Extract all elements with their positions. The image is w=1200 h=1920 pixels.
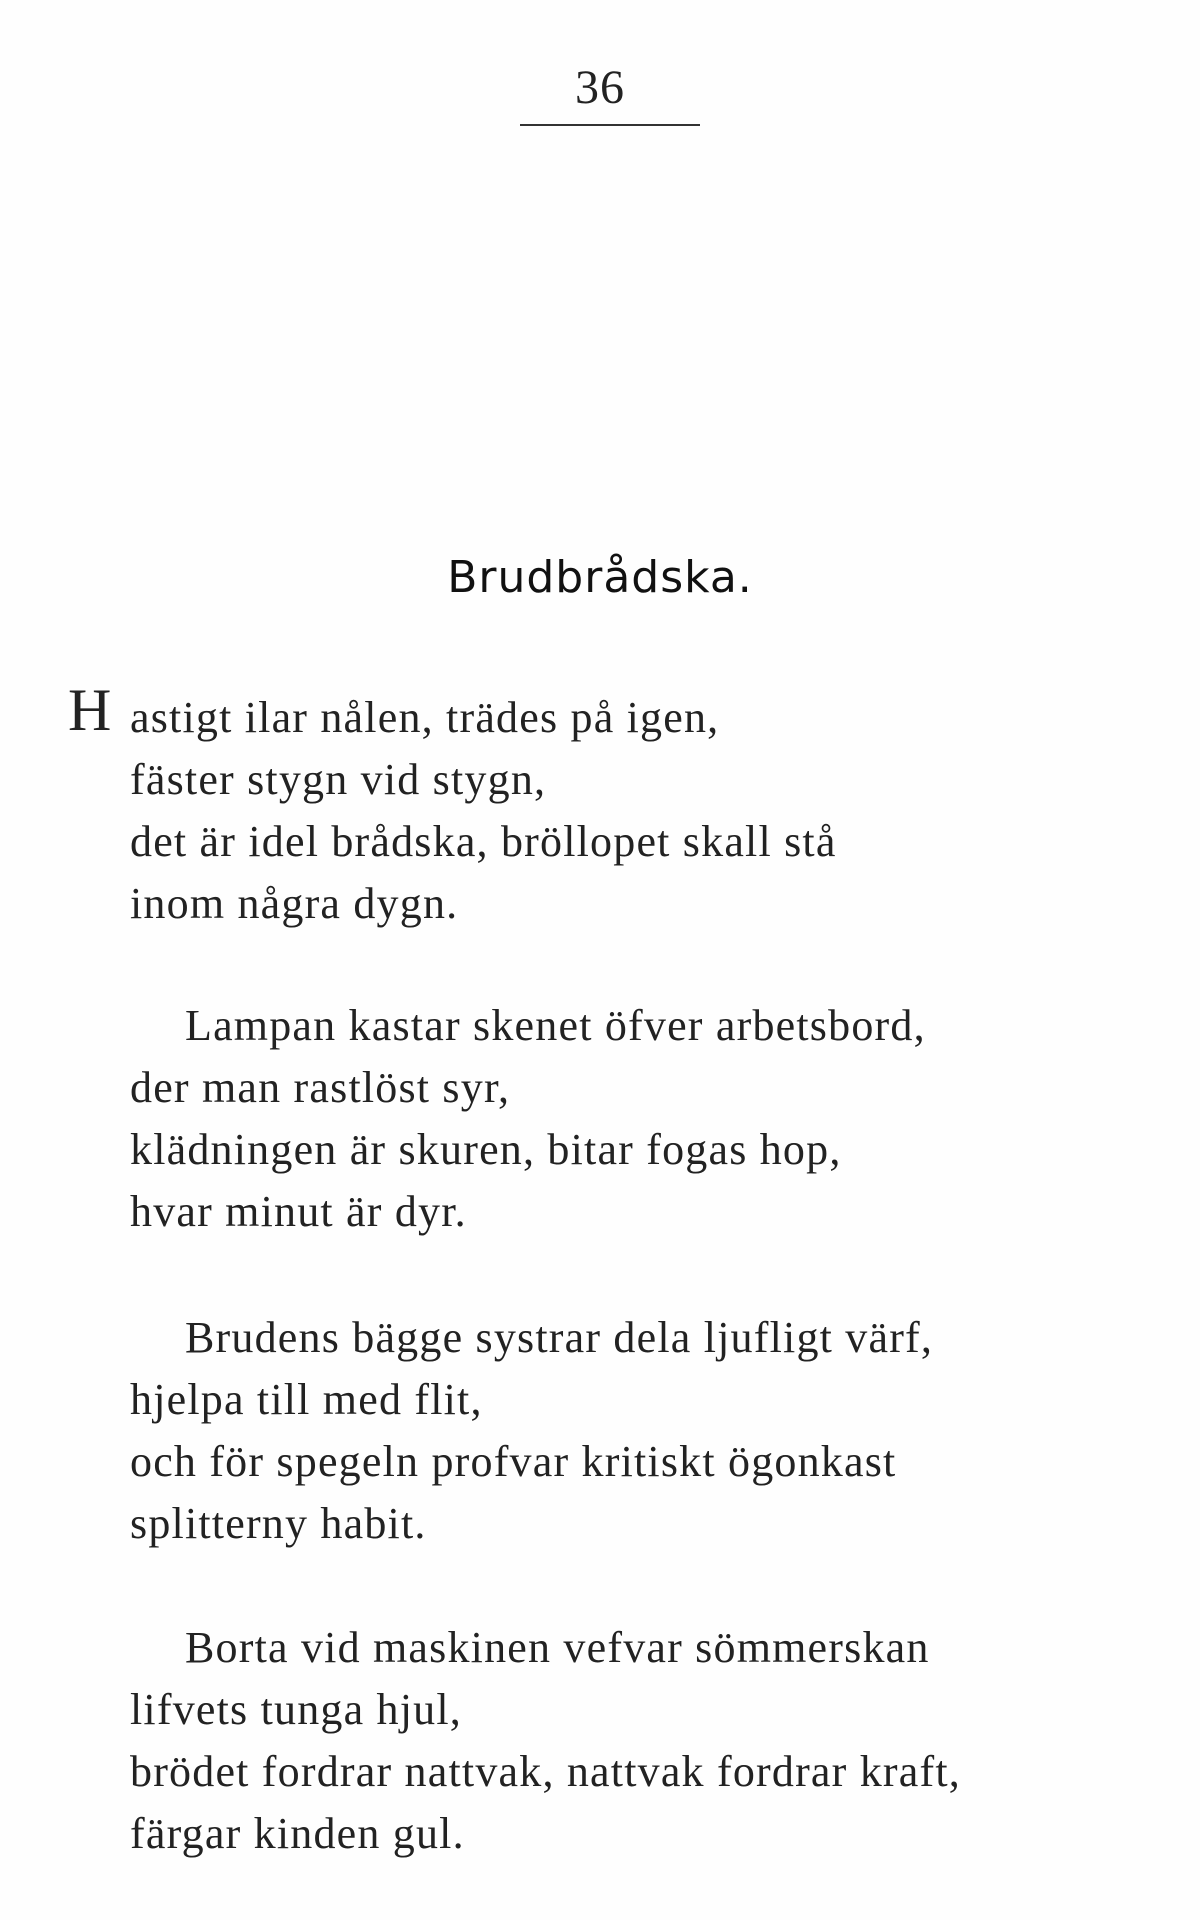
stanza-4-line-3: brödet fordrar nattvak, nattvak fordrar kraft, <box>130 1747 961 1796</box>
stanza-2-line-2: der man rastlöst syr, <box>130 1063 511 1112</box>
stanza-2-line-1: Lampan kastar skenet öfver arbetsbord, <box>185 1001 926 1050</box>
page-number-rule <box>520 124 700 126</box>
stanza-4-line-4: färgar kinden gul. <box>130 1809 465 1858</box>
drop-cap: H <box>68 677 113 743</box>
stanza-3-line-2: hjelpa till med flit, <box>130 1375 483 1424</box>
stanza-3-line-4: splitterny habit. <box>130 1499 427 1548</box>
stanza-4-line-2: lifvets tunga hjul, <box>130 1685 462 1734</box>
page-number: 36 <box>575 61 625 114</box>
stanza-4-line-1: Borta vid maskinen vefvar sömmerskan <box>185 1623 930 1672</box>
stanza-3-line-3: och för spegeln profvar kritiskt ögonkast <box>130 1437 897 1486</box>
stanza-1-line-3: det är idel brådska, bröllopet skall stå <box>130 817 837 866</box>
stanza-1-line-2: fäster stygn vid stygn, <box>130 755 547 804</box>
stanza-2-line-4: hvar minut är dyr. <box>130 1187 467 1236</box>
poem-title: Brudbrådska. <box>447 552 753 603</box>
stanza-2-line-3: klädningen är skuren, bitar fogas hop, <box>130 1125 842 1174</box>
stanza-1-line-4: inom några dygn. <box>130 879 459 928</box>
stanza-1-line-1 <box>68 677 720 746</box>
stanza-1-line-1-text: astigt ilar nålen, trädes på igen, <box>130 693 720 742</box>
stanza-3-line-1: Brudens bägge systrar dela ljufligt värf, <box>185 1313 934 1362</box>
